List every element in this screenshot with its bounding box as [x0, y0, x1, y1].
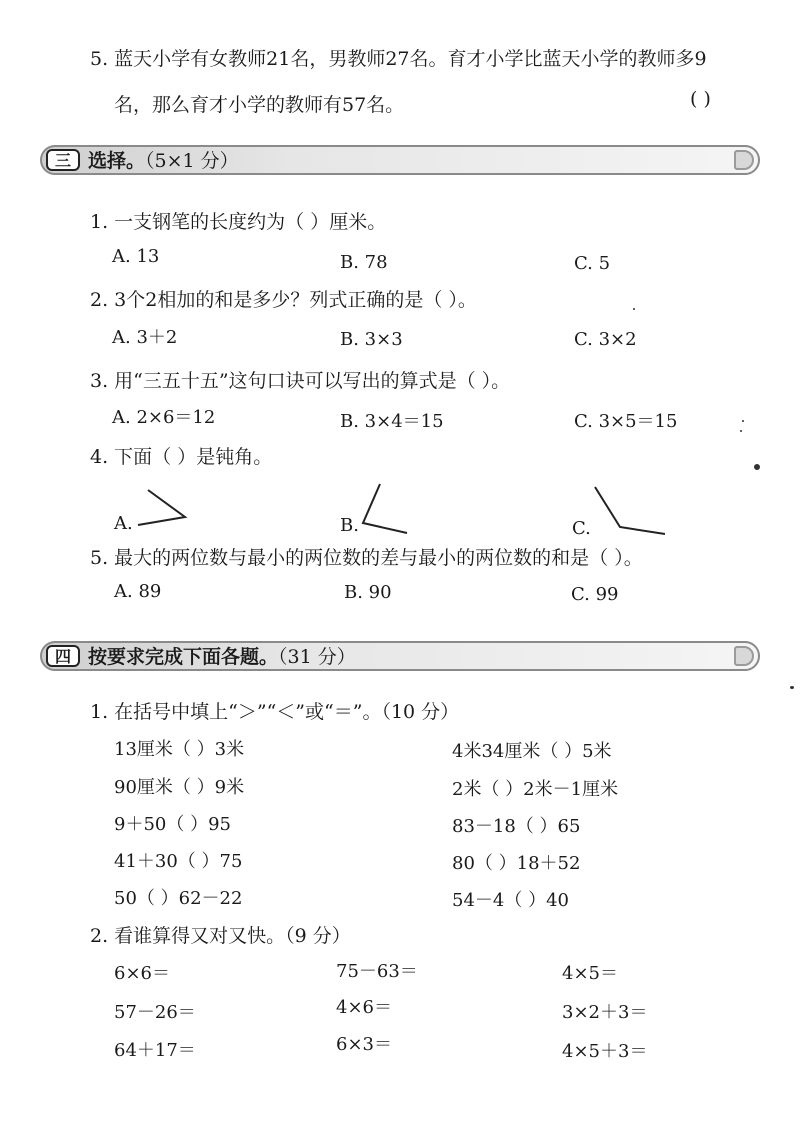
choice-2-option-a[interactable]: A. 3＋2 — [112, 327, 178, 348]
section-title — [88, 149, 239, 173]
choice-1-option-c[interactable]: C. 5 — [574, 253, 611, 274]
section-4-header — [40, 641, 760, 671]
calc-item[interactable]: 6×6＝ — [114, 963, 170, 984]
angle-c-figure — [590, 482, 670, 542]
scan-speck — [742, 420, 744, 422]
calc-item[interactable]: 4×6＝ — [336, 997, 392, 1018]
calc-item[interactable]: 64＋17＝ — [114, 1040, 196, 1061]
choice-3-option-a[interactable]: A. 2×6＝12 — [112, 407, 216, 428]
choice-question-1: 1. 一支钢笔的长度约为（ ）厘米。 — [90, 211, 387, 233]
calc-item[interactable]: 3×2＋3＝ — [562, 1002, 648, 1023]
question-5-line2: 名，那么育才小学的教师有57名。 — [114, 94, 405, 116]
section-title-text: 选择。 — [88, 150, 146, 172]
choice-3-option-c[interactable]: C. 3×5＝15 — [574, 411, 678, 432]
calc-item[interactable]: 4×5＝ — [562, 963, 618, 984]
scan-speck — [633, 308, 635, 310]
scan-speck — [790, 686, 794, 689]
calc-question-2: 2. 看谁算得又对又快。（9 分） — [90, 925, 351, 947]
section-score: （31 分） — [278, 646, 356, 668]
choice-question-2: 2. 3个2相加的和是多少？列式正确的是（ ）。 — [90, 289, 477, 311]
compare-right-row[interactable]: 2米（ ）2米－1厘米 — [452, 779, 619, 800]
choice-5-option-c[interactable]: C. 99 — [571, 584, 619, 605]
calc-item[interactable]: 4×5＋3＝ — [562, 1041, 648, 1062]
angle-a-figure — [130, 480, 200, 530]
section-score: （5×1 分） — [145, 150, 239, 172]
compare-left-row[interactable]: 41＋30（ ）75 — [114, 851, 243, 872]
compare-right-row[interactable]: 4米34厘米（ ）5米 — [452, 741, 612, 762]
compare-left-row[interactable]: 9＋50（ ）95 — [114, 814, 231, 835]
choice-1-option-a[interactable]: A. 13 — [112, 246, 160, 267]
compare-right-row[interactable]: 83－18（ ）65 — [452, 816, 581, 837]
angle-b-figure — [355, 478, 415, 538]
choice-1-option-b[interactable]: B. 78 — [340, 252, 388, 273]
compare-left-row[interactable]: 90厘米（ ）9米 — [114, 777, 245, 798]
scan-speck — [740, 430, 742, 432]
choice-3-option-b[interactable]: B. 3×4＝15 — [340, 411, 444, 432]
question-5-line1: 5. 蓝天小学有女教师21名，男教师27名。育才小学比蓝天小学的教师多9 — [90, 48, 707, 70]
choice-2-option-c[interactable]: C. 3×2 — [574, 329, 637, 350]
header-end-cap-icon — [734, 150, 754, 170]
scan-speck — [754, 464, 760, 470]
compare-right-row[interactable]: 54－4（ ）40 — [452, 890, 569, 911]
calc-item[interactable]: 57－26＝ — [114, 1002, 196, 1023]
section-title-text: 按要求完成下面各题。 — [88, 646, 279, 668]
compare-left-row[interactable]: 13厘米（ ）3米 — [114, 739, 245, 760]
compare-left-row[interactable]: 50（ ）62－22 — [114, 888, 243, 909]
fill-question-1: 1. 在括号中填上“＞”“＜”或“＝”。（10 分） — [90, 701, 460, 723]
calc-item[interactable]: 6×3＝ — [336, 1034, 392, 1055]
compare-right-row[interactable]: 80（ ）18＋52 — [452, 853, 581, 874]
choice-4-option-c[interactable]: C. — [572, 518, 591, 539]
header-end-cap-icon — [734, 646, 754, 666]
calc-item[interactable]: 75－63＝ — [336, 961, 418, 982]
choice-4-option-b[interactable]: B. — [340, 515, 359, 536]
section-number: 三 — [46, 149, 80, 171]
choice-question-5: 5. 最大的两位数与最小的两位数的差与最小的两位数的和是（ ）。 — [90, 547, 643, 569]
section-number: 四 — [46, 645, 80, 667]
choice-5-option-a[interactable]: A. 89 — [114, 581, 162, 602]
section-title — [88, 645, 356, 669]
choice-2-option-b[interactable]: B. 3×3 — [340, 329, 403, 350]
choice-question-4: 4. 下面（ ）是钝角。 — [90, 446, 273, 468]
answer-paren[interactable]: ( ) — [690, 88, 711, 110]
choice-question-3: 3. 用“三五十五”这句口诀可以写出的算式是（ ）。 — [90, 370, 511, 392]
choice-4-option-a[interactable]: A. — [114, 513, 133, 534]
section-3-header — [40, 145, 760, 175]
choice-5-option-b[interactable]: B. 90 — [344, 582, 392, 603]
